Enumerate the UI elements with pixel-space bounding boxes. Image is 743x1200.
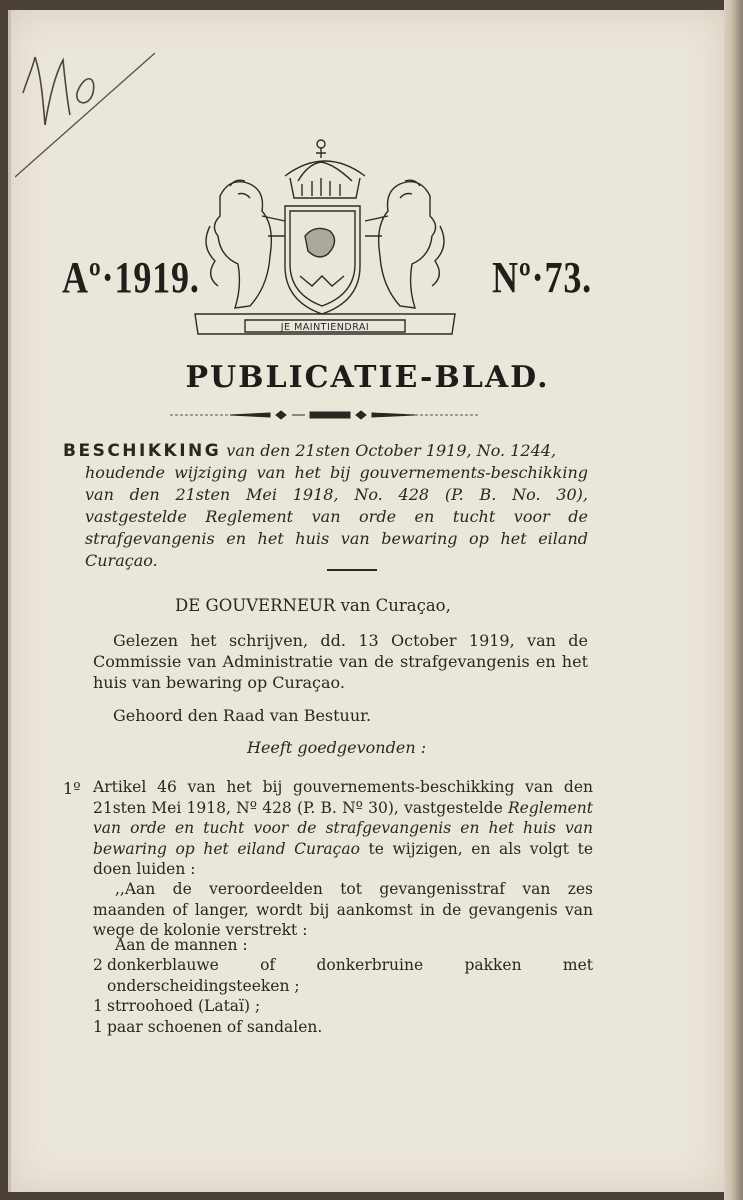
issued-items-list xyxy=(93,955,593,1037)
article-number: 1º xyxy=(63,779,81,798)
gehoord-paragraph: Gehoord den Raad van Bestuur. xyxy=(113,706,372,725)
article-text xyxy=(93,777,593,880)
journal-title: PUBLICATIE-BLAD. xyxy=(185,360,550,395)
article-text-part2: te wijzigen, en als volgt te doen luiden : xyxy=(93,839,594,878)
publication-year: Aº·1919. xyxy=(62,253,200,302)
governor-heading: DE GOUVERNEUR van Curaçao, xyxy=(175,596,451,615)
list-item xyxy=(93,996,593,1017)
section-divider xyxy=(327,569,377,571)
item-description: strroohoed (Lataï) ; xyxy=(107,997,261,1015)
coat-of-arms-emblem xyxy=(190,136,460,346)
decree-subject: houdende wijziging van het bij gouvernements-beschikking van den 21sten Mei 1918, No. 428 (P. B. No. 30), vastgestelde Reglement van orde en tucht voor de strafgevangenis en het huis van bewaring op het eiland Curaçao. xyxy=(85,463,588,570)
item-description: paar schoenen of sandalen. xyxy=(107,1017,323,1036)
publication-number: Nº·73. xyxy=(492,253,593,302)
men-heading: Aan de mannen : xyxy=(115,936,248,954)
list-item xyxy=(93,1017,593,1038)
quoted-provision: ,,Aan de veroordeelden tot gevangenisstraf van zes maanden of langer, wordt bij aankomst in de gevangenis van wege de kolonie verstrekt : xyxy=(93,880,593,939)
article-text-part1: Artikel 46 van het bij gouvernements-beschikking van den 21sten Mei 1918, Nº 428 (P. B. Nº 30), vastgestelde xyxy=(93,778,593,817)
page-fold xyxy=(8,10,11,1192)
item-quantity: 2 xyxy=(93,956,103,974)
item-quantity: 1 xyxy=(93,1017,103,1036)
item-quantity: 1 xyxy=(93,997,103,1015)
motto-banner: JE MAINTIENDRAI xyxy=(280,322,370,333)
page-edge xyxy=(724,0,743,1200)
item-description: donkerblauwe of donkerbruine pakken met onderscheidingsteeken ; xyxy=(107,956,593,995)
decree-keyword: BESCHIKKING xyxy=(63,441,222,461)
list-item xyxy=(93,955,593,996)
decree-heading xyxy=(63,440,588,572)
ornamental-divider xyxy=(170,408,490,422)
regulation-title: Reglement van orde en tucht voor de strafgevangenis en het huis van bewaring op het eiland Curaçao xyxy=(93,798,593,858)
heeft-goedgevonden: Heeft goedgevonden : xyxy=(247,738,427,757)
gelezen-paragraph: Gelezen het schrijven, dd. 13 October 1919, van de Commissie van Administratie van de strafgevangenis en het huis van bewaring op Curaçao. xyxy=(93,631,588,692)
decree-date-line: van den 21sten October 1919, No. 1244, xyxy=(226,441,557,460)
handwritten-mark xyxy=(15,45,165,185)
